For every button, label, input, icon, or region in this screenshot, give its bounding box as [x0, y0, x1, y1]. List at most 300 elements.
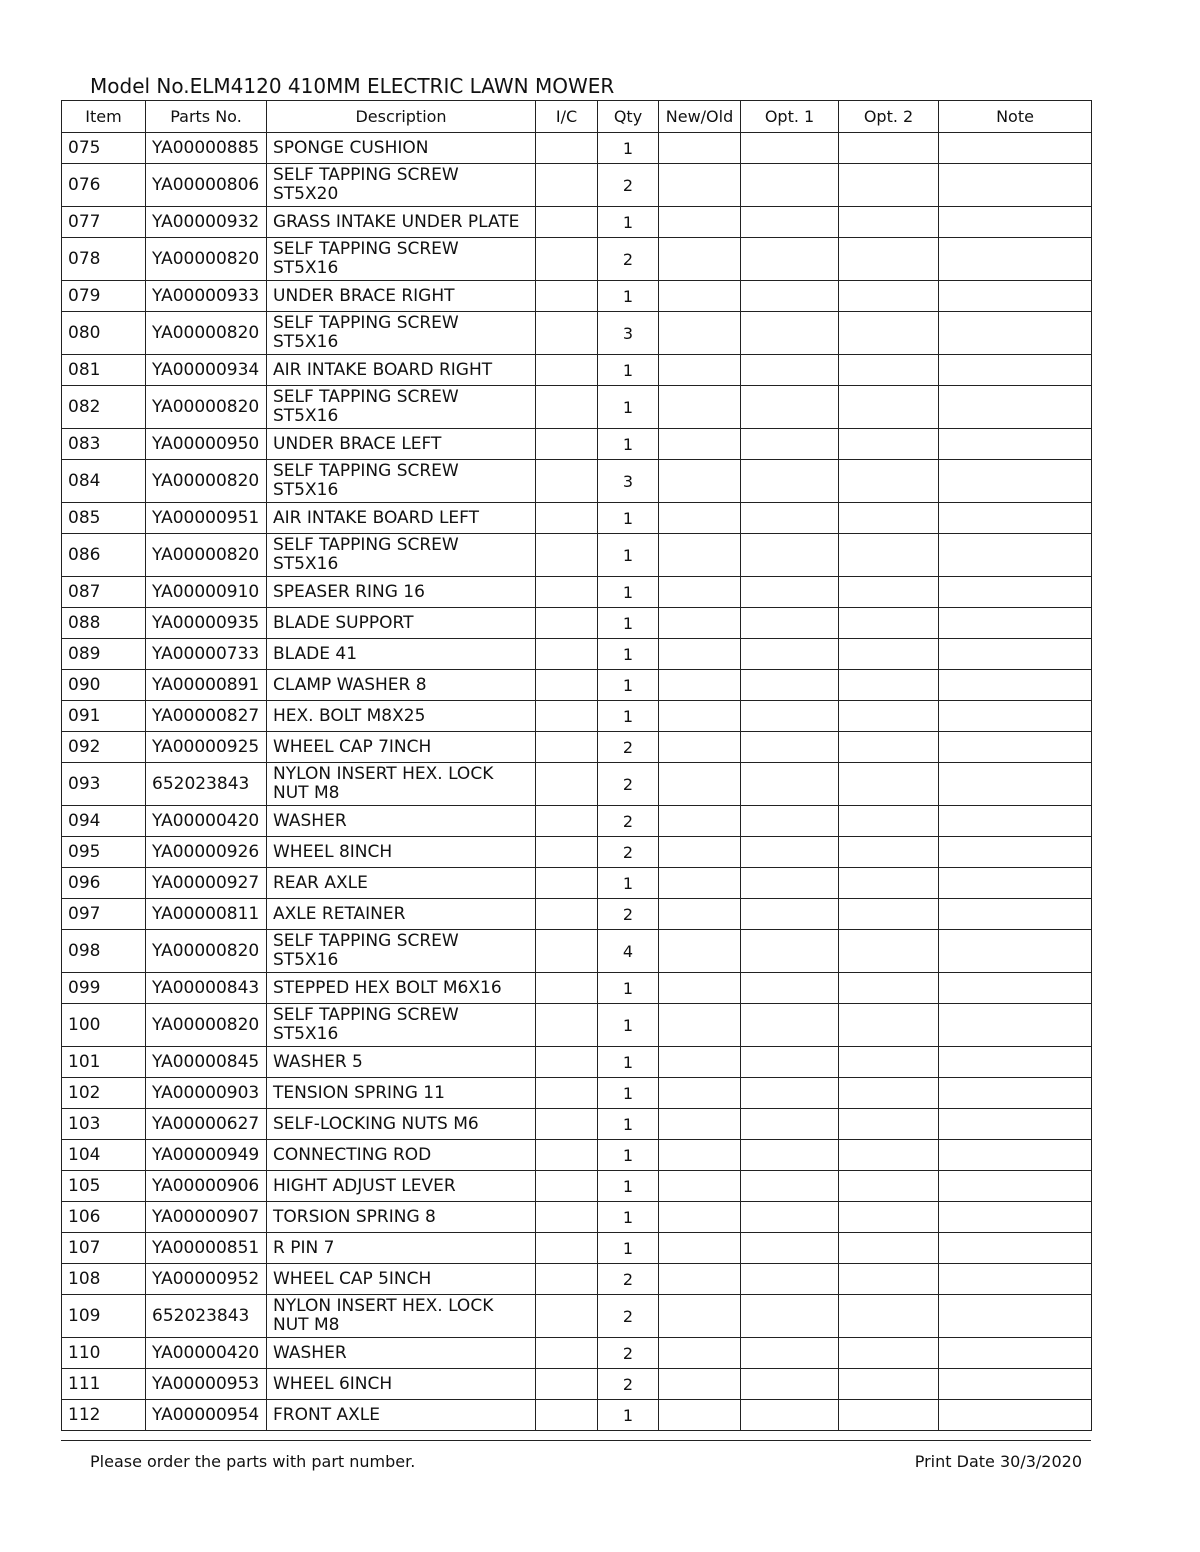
ic-cell	[536, 460, 598, 503]
description-cell: SELF-LOCKING NUTS M6	[267, 1109, 536, 1140]
qty-cell: 2	[598, 1369, 659, 1400]
part-number-cell: YA00000820	[146, 1004, 267, 1047]
part-number-cell: YA00000820	[146, 460, 267, 503]
opt2-cell	[839, 639, 939, 670]
table-row	[62, 763, 1092, 806]
new-old-cell	[659, 1202, 741, 1233]
opt1-cell	[741, 1295, 839, 1338]
note-cell	[939, 763, 1092, 806]
qty-cell: 1	[598, 577, 659, 608]
qty-cell: 1	[598, 503, 659, 534]
qty-cell: 1	[598, 639, 659, 670]
part-number-cell: YA00000820	[146, 238, 267, 281]
part-number-cell: YA00000733	[146, 639, 267, 670]
part-number-cell: YA00000820	[146, 312, 267, 355]
description-cell: HEX. BOLT M8X25	[267, 701, 536, 732]
item-cell: 076	[62, 164, 146, 207]
opt2-cell	[839, 503, 939, 534]
item-cell: 079	[62, 281, 146, 312]
note-cell	[939, 1004, 1092, 1047]
opt1-cell	[741, 164, 839, 207]
description-cell: SELF TAPPING SCREW ST5X16	[267, 1004, 536, 1047]
opt2-cell	[839, 670, 939, 701]
qty-cell: 1	[598, 1400, 659, 1431]
part-number-cell: YA00000934	[146, 355, 267, 386]
note-cell	[939, 1202, 1092, 1233]
description-cell: CONNECTING ROD	[267, 1140, 536, 1171]
new-old-cell	[659, 701, 741, 732]
new-old-cell	[659, 868, 741, 899]
note-cell	[939, 732, 1092, 763]
opt2-cell	[839, 806, 939, 837]
description-cell: NYLON INSERT HEX. LOCK NUT M8	[267, 763, 536, 806]
part-number-cell: YA00000806	[146, 164, 267, 207]
new-old-cell	[659, 732, 741, 763]
opt2-cell	[839, 732, 939, 763]
note-cell	[939, 1264, 1092, 1295]
table-row	[62, 837, 1092, 868]
qty-cell: 2	[598, 1338, 659, 1369]
qty-cell: 1	[598, 429, 659, 460]
item-cell: 097	[62, 899, 146, 930]
note-cell	[939, 312, 1092, 355]
part-number-cell: YA00000954	[146, 1400, 267, 1431]
ic-cell	[536, 238, 598, 281]
new-old-cell	[659, 763, 741, 806]
opt1-cell	[741, 868, 839, 899]
part-number-cell: YA00000951	[146, 503, 267, 534]
qty-cell: 1	[598, 1078, 659, 1109]
table-row	[62, 732, 1092, 763]
header-ic: I/C	[536, 101, 598, 133]
opt1-cell	[741, 534, 839, 577]
item-cell: 101	[62, 1047, 146, 1078]
new-old-cell	[659, 355, 741, 386]
note-cell	[939, 1109, 1092, 1140]
new-old-cell	[659, 1295, 741, 1338]
description-cell: NYLON INSERT HEX. LOCK NUT M8	[267, 1295, 536, 1338]
note-cell	[939, 534, 1092, 577]
opt2-cell	[839, 608, 939, 639]
item-cell: 112	[62, 1400, 146, 1431]
new-old-cell	[659, 133, 741, 164]
note-cell	[939, 1233, 1092, 1264]
table-row	[62, 429, 1092, 460]
description-cell: R PIN 7	[267, 1233, 536, 1264]
opt1-cell	[741, 973, 839, 1004]
description-cell: FRONT AXLE	[267, 1400, 536, 1431]
item-cell: 075	[62, 133, 146, 164]
opt2-cell	[839, 1202, 939, 1233]
part-number-cell: YA00000811	[146, 899, 267, 930]
ic-cell	[536, 1047, 598, 1078]
opt2-cell	[839, 312, 939, 355]
opt1-cell	[741, 1109, 839, 1140]
new-old-cell	[659, 1264, 741, 1295]
part-number-cell: 652023843	[146, 763, 267, 806]
parts-table-body	[62, 133, 1092, 1431]
table-row	[62, 973, 1092, 1004]
opt2-cell	[839, 1400, 939, 1431]
description-cell: WASHER	[267, 1338, 536, 1369]
item-cell: 109	[62, 1295, 146, 1338]
ic-cell	[536, 670, 598, 701]
item-cell: 110	[62, 1338, 146, 1369]
description-cell: AIR INTAKE BOARD RIGHT	[267, 355, 536, 386]
opt1-cell	[741, 701, 839, 732]
item-cell: 093	[62, 763, 146, 806]
qty-cell: 1	[598, 1004, 659, 1047]
ic-cell	[536, 1171, 598, 1202]
description-cell: TORSION SPRING 8	[267, 1202, 536, 1233]
description-cell: CLAMP WASHER 8	[267, 670, 536, 701]
parts-table	[61, 100, 1092, 1431]
opt1-cell	[741, 577, 839, 608]
item-cell: 100	[62, 1004, 146, 1047]
opt1-cell	[741, 763, 839, 806]
opt1-cell	[741, 837, 839, 868]
new-old-cell	[659, 837, 741, 868]
item-cell: 081	[62, 355, 146, 386]
item-cell: 090	[62, 670, 146, 701]
table-row	[62, 1078, 1092, 1109]
item-cell: 111	[62, 1369, 146, 1400]
opt2-cell	[839, 1171, 939, 1202]
note-cell	[939, 503, 1092, 534]
qty-cell: 1	[598, 1047, 659, 1078]
ic-cell	[536, 868, 598, 899]
note-cell	[939, 1295, 1092, 1338]
note-cell	[939, 386, 1092, 429]
opt2-cell	[839, 1004, 939, 1047]
item-cell: 092	[62, 732, 146, 763]
note-cell	[939, 1171, 1092, 1202]
table-header-row	[62, 101, 1092, 133]
note-cell	[939, 460, 1092, 503]
table-row	[62, 238, 1092, 281]
ic-cell	[536, 639, 598, 670]
new-old-cell	[659, 1140, 741, 1171]
footer-divider	[61, 1440, 1091, 1441]
part-number-cell: YA00000891	[146, 670, 267, 701]
table-row	[62, 1369, 1092, 1400]
note-cell	[939, 639, 1092, 670]
opt2-cell	[839, 429, 939, 460]
part-number-cell: YA00000820	[146, 386, 267, 429]
note-cell	[939, 1400, 1092, 1431]
opt2-cell	[839, 701, 939, 732]
ic-cell	[536, 1140, 598, 1171]
table-row	[62, 806, 1092, 837]
opt2-cell	[839, 1233, 939, 1264]
description-cell: BLADE 41	[267, 639, 536, 670]
opt1-cell	[741, 732, 839, 763]
opt2-cell	[839, 281, 939, 312]
ic-cell	[536, 701, 598, 732]
new-old-cell	[659, 312, 741, 355]
qty-cell: 2	[598, 899, 659, 930]
part-number-cell: YA00000627	[146, 1109, 267, 1140]
qty-cell: 1	[598, 281, 659, 312]
ic-cell	[536, 1400, 598, 1431]
new-old-cell	[659, 534, 741, 577]
new-old-cell	[659, 639, 741, 670]
header-item: Item	[62, 101, 146, 133]
opt2-cell	[839, 1295, 939, 1338]
ic-cell	[536, 503, 598, 534]
note-cell	[939, 207, 1092, 238]
qty-cell: 2	[598, 1264, 659, 1295]
part-number-cell: YA00000420	[146, 806, 267, 837]
new-old-cell	[659, 1171, 741, 1202]
ic-cell	[536, 1202, 598, 1233]
note-cell	[939, 281, 1092, 312]
qty-cell: 1	[598, 1140, 659, 1171]
ic-cell	[536, 1233, 598, 1264]
table-row	[62, 164, 1092, 207]
qty-cell: 3	[598, 312, 659, 355]
qty-cell: 1	[598, 1171, 659, 1202]
item-cell: 099	[62, 973, 146, 1004]
item-cell: 102	[62, 1078, 146, 1109]
table-row	[62, 608, 1092, 639]
description-cell: WHEEL CAP 5INCH	[267, 1264, 536, 1295]
description-cell: WHEEL CAP 7INCH	[267, 732, 536, 763]
part-number-cell: YA00000925	[146, 732, 267, 763]
item-cell: 104	[62, 1140, 146, 1171]
qty-cell: 1	[598, 207, 659, 238]
table-row	[62, 1109, 1092, 1140]
part-number-cell: YA00000927	[146, 868, 267, 899]
item-cell: 089	[62, 639, 146, 670]
opt1-cell	[741, 1338, 839, 1369]
note-cell	[939, 133, 1092, 164]
new-old-cell	[659, 1109, 741, 1140]
note-cell	[939, 930, 1092, 973]
part-number-cell: YA00000845	[146, 1047, 267, 1078]
opt2-cell	[839, 164, 939, 207]
description-cell: SPEASER RING 16	[267, 577, 536, 608]
new-old-cell	[659, 1078, 741, 1109]
header-opt2: Opt. 2	[839, 101, 939, 133]
opt2-cell	[839, 930, 939, 973]
item-cell: 083	[62, 429, 146, 460]
new-old-cell	[659, 608, 741, 639]
qty-cell: 3	[598, 460, 659, 503]
opt1-cell	[741, 1202, 839, 1233]
part-number-cell: YA00000851	[146, 1233, 267, 1264]
part-number-cell: YA00000952	[146, 1264, 267, 1295]
part-number-cell: YA00000903	[146, 1078, 267, 1109]
new-old-cell	[659, 460, 741, 503]
description-cell: SPONGE CUSHION	[267, 133, 536, 164]
new-old-cell	[659, 1233, 741, 1264]
opt1-cell	[741, 503, 839, 534]
item-cell: 105	[62, 1171, 146, 1202]
header-description: Description	[267, 101, 536, 133]
description-cell: WASHER 5	[267, 1047, 536, 1078]
opt2-cell	[839, 238, 939, 281]
item-cell: 082	[62, 386, 146, 429]
opt1-cell	[741, 1400, 839, 1431]
qty-cell: 2	[598, 732, 659, 763]
note-cell	[939, 1047, 1092, 1078]
new-old-cell	[659, 386, 741, 429]
description-cell: GRASS INTAKE UNDER PLATE	[267, 207, 536, 238]
opt2-cell	[839, 386, 939, 429]
table-row	[62, 1264, 1092, 1295]
table-row	[62, 312, 1092, 355]
part-number-cell: YA00000827	[146, 701, 267, 732]
ic-cell	[536, 386, 598, 429]
description-cell: SELF TAPPING SCREW ST5X16	[267, 460, 536, 503]
ic-cell	[536, 806, 598, 837]
ic-cell	[536, 133, 598, 164]
opt1-cell	[741, 1233, 839, 1264]
note-cell	[939, 577, 1092, 608]
note-cell	[939, 806, 1092, 837]
header-qty: Qty	[598, 101, 659, 133]
note-cell	[939, 1369, 1092, 1400]
ic-cell	[536, 281, 598, 312]
part-number-cell: 652023843	[146, 1295, 267, 1338]
note-cell	[939, 973, 1092, 1004]
qty-cell: 2	[598, 763, 659, 806]
ic-cell	[536, 973, 598, 1004]
ic-cell	[536, 429, 598, 460]
opt2-cell	[839, 1109, 939, 1140]
table-row	[62, 1004, 1092, 1047]
new-old-cell	[659, 1004, 741, 1047]
qty-cell: 1	[598, 1233, 659, 1264]
new-old-cell	[659, 1369, 741, 1400]
table-row	[62, 355, 1092, 386]
item-cell: 106	[62, 1202, 146, 1233]
table-row	[62, 1400, 1092, 1431]
note-cell	[939, 899, 1092, 930]
qty-cell: 1	[598, 973, 659, 1004]
ic-cell	[536, 312, 598, 355]
new-old-cell	[659, 577, 741, 608]
new-old-cell	[659, 238, 741, 281]
opt2-cell	[839, 899, 939, 930]
description-cell: UNDER BRACE RIGHT	[267, 281, 536, 312]
opt1-cell	[741, 238, 839, 281]
qty-cell: 1	[598, 701, 659, 732]
ic-cell	[536, 1004, 598, 1047]
description-cell: AIR INTAKE BOARD LEFT	[267, 503, 536, 534]
opt2-cell	[839, 1078, 939, 1109]
opt2-cell	[839, 577, 939, 608]
note-cell	[939, 238, 1092, 281]
note-cell	[939, 837, 1092, 868]
table-row	[62, 868, 1092, 899]
table-row	[62, 503, 1092, 534]
new-old-cell	[659, 973, 741, 1004]
new-old-cell	[659, 930, 741, 973]
table-row	[62, 639, 1092, 670]
table-row	[62, 460, 1092, 503]
opt1-cell	[741, 1004, 839, 1047]
item-cell: 077	[62, 207, 146, 238]
item-cell: 078	[62, 238, 146, 281]
new-old-cell	[659, 670, 741, 701]
item-cell: 107	[62, 1233, 146, 1264]
new-old-cell	[659, 806, 741, 837]
opt1-cell	[741, 1264, 839, 1295]
ic-cell	[536, 1264, 598, 1295]
description-cell: HIGHT ADJUST LEVER	[267, 1171, 536, 1202]
item-cell: 098	[62, 930, 146, 973]
note-cell	[939, 1078, 1092, 1109]
header-parts-no: Parts No.	[146, 101, 267, 133]
ic-cell	[536, 534, 598, 577]
qty-cell: 1	[598, 355, 659, 386]
table-row	[62, 1233, 1092, 1264]
item-cell: 108	[62, 1264, 146, 1295]
item-cell: 086	[62, 534, 146, 577]
ic-cell	[536, 608, 598, 639]
description-cell: SELF TAPPING SCREW ST5X16	[267, 930, 536, 973]
qty-cell: 1	[598, 670, 659, 701]
qty-cell: 1	[598, 534, 659, 577]
footer-order-note: Please order the parts with part number.	[90, 1452, 416, 1471]
ic-cell	[536, 930, 598, 973]
ic-cell	[536, 207, 598, 238]
table-row	[62, 386, 1092, 429]
qty-cell: 2	[598, 238, 659, 281]
part-number-cell: YA00000420	[146, 1338, 267, 1369]
new-old-cell	[659, 1338, 741, 1369]
new-old-cell	[659, 1047, 741, 1078]
qty-cell: 1	[598, 1202, 659, 1233]
part-number-cell: YA00000953	[146, 1369, 267, 1400]
new-old-cell	[659, 281, 741, 312]
opt2-cell	[839, 837, 939, 868]
item-cell: 096	[62, 868, 146, 899]
opt1-cell	[741, 312, 839, 355]
note-cell	[939, 355, 1092, 386]
table-row	[62, 1047, 1092, 1078]
note-cell	[939, 701, 1092, 732]
table-row	[62, 670, 1092, 701]
item-cell: 085	[62, 503, 146, 534]
ic-cell	[536, 164, 598, 207]
ic-cell	[536, 837, 598, 868]
opt2-cell	[839, 868, 939, 899]
table-row	[62, 577, 1092, 608]
opt1-cell	[741, 608, 839, 639]
note-cell	[939, 670, 1092, 701]
table-row	[62, 133, 1092, 164]
table-row	[62, 930, 1092, 973]
table-row	[62, 1338, 1092, 1369]
table-row	[62, 899, 1092, 930]
table-row	[62, 1140, 1092, 1171]
new-old-cell	[659, 1400, 741, 1431]
opt1-cell	[741, 930, 839, 973]
description-cell: WASHER	[267, 806, 536, 837]
part-number-cell: YA00000906	[146, 1171, 267, 1202]
opt2-cell	[839, 1369, 939, 1400]
opt1-cell	[741, 460, 839, 503]
part-number-cell: YA00000820	[146, 534, 267, 577]
item-cell: 087	[62, 577, 146, 608]
item-cell: 088	[62, 608, 146, 639]
opt1-cell	[741, 207, 839, 238]
note-cell	[939, 1140, 1092, 1171]
opt2-cell	[839, 460, 939, 503]
